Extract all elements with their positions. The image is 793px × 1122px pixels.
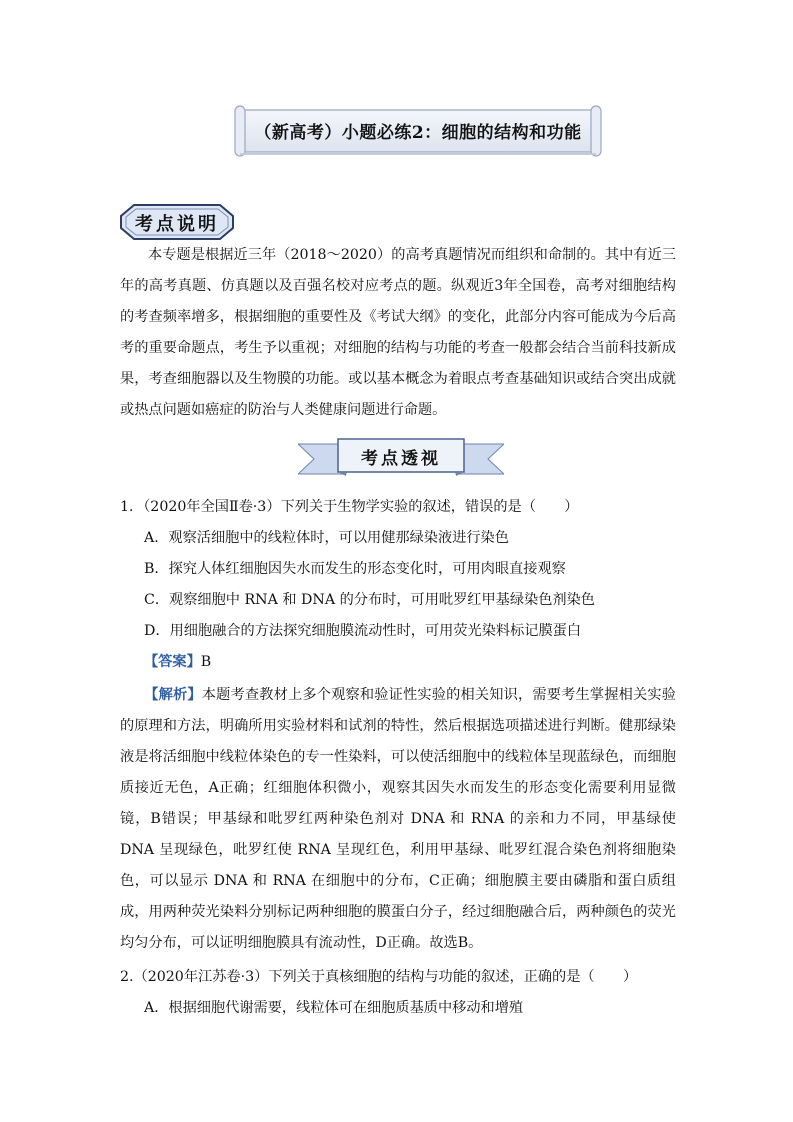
section-badge-kaodian-shuoming	[120, 204, 234, 240]
section-ribbon-label: 考点透视	[361, 449, 441, 469]
answer-label: 【答案】	[144, 654, 201, 670]
page-title: （新高考）小题必练2：细胞的结构和功能	[254, 123, 582, 143]
section-ribbon-kaodian-toushi	[298, 438, 504, 478]
section-badge-label: 考点说明	[135, 214, 219, 235]
question-1-stem: 1．（2020年全国Ⅱ卷·3）下列关于生物学实验的叙述，错误的是（ ）	[120, 499, 579, 515]
analysis-label: 【解析】	[144, 687, 202, 703]
question-1-option-d: D．用细胞融合的方法探究细胞膜流动性时，可用荧光染料标记膜蛋白	[144, 623, 582, 639]
question-2-option-a: A．根据细胞代谢需要，线粒体可在细胞质基质中移动和增殖	[144, 1000, 524, 1016]
title-banner	[232, 104, 604, 158]
answer-value: B	[200, 654, 212, 670]
question-1-option-a: A．观察活细胞中的线粒体时，可以用健那绿染液进行染色	[144, 530, 509, 546]
question-1-answer	[144, 652, 211, 672]
question-1-option-b: B．探究人体红细胞因失水而发生的形态变化时，可用肉眼直接观察	[144, 561, 566, 577]
intro-paragraph: 本专题是根据近三年（2018～2020）的高考真题情况而组织和命制的。其中有近三年的高考真题、仿真题以及百强名校对应考点的题。纵观近3年全国卷，高考对细胞结构的考查频率增多，根据细胞的重要性及《考试大纲》的变化，此部分内容可能成为今后高考的重要命题点，考生予以重视；对细胞的结构与功能的考查一般都会结合当前科技新成果，考查细胞器以及生物膜的功能。或以基本概念为着眼点考查基础知识或结合突出成就或热点问题如癌症的防治与人类健康问题进行命题。	[120, 247, 676, 418]
question-2-stem: 2.（2020年江苏卷·3）下列关于真核细胞的结构与功能的叙述，正确的是（ ）	[120, 969, 638, 985]
question-1-analysis: 【解析】本题考查教材上多个观察和验证性实验的相关知识，需要考生掌握相关实验的原理和方法，明确所用实验材料和试剂的特性，然后根据选项描述进行判断。健那绿染液是将活细胞中线粒体染色的专一性染料，可以使活细胞中的线粒体呈现蓝绿色，而细胞质接近无色，A正确；红细胞体积微小，观察其因失水而发生的形态变化需要利用显微镜，B错误；甲基绿和吡罗红两种染色剂对 DNA 和 RNA 的亲和力不同，甲基绿使 DNA 呈现绿色，吡罗红使 RNA 呈现红色，利用甲基绿、吡罗红混合染色剂将细胞染色，可以显示 DNA 和 RNA 在细胞中的分布，C正确；细胞膜主要由磷脂和蛋白质组成，用两种荧光染料分别标记两种细胞的膜蛋白分子，经过细胞融合后，两种颜色的荧光均匀分布，可以证明细胞膜具有流动性，D正确。故选B。	[120, 687, 676, 951]
question-1-option-c: C．观察细胞中 RNA 和 DNA 的分布时，可用吡罗红甲基绿染色剂染色	[144, 592, 595, 608]
